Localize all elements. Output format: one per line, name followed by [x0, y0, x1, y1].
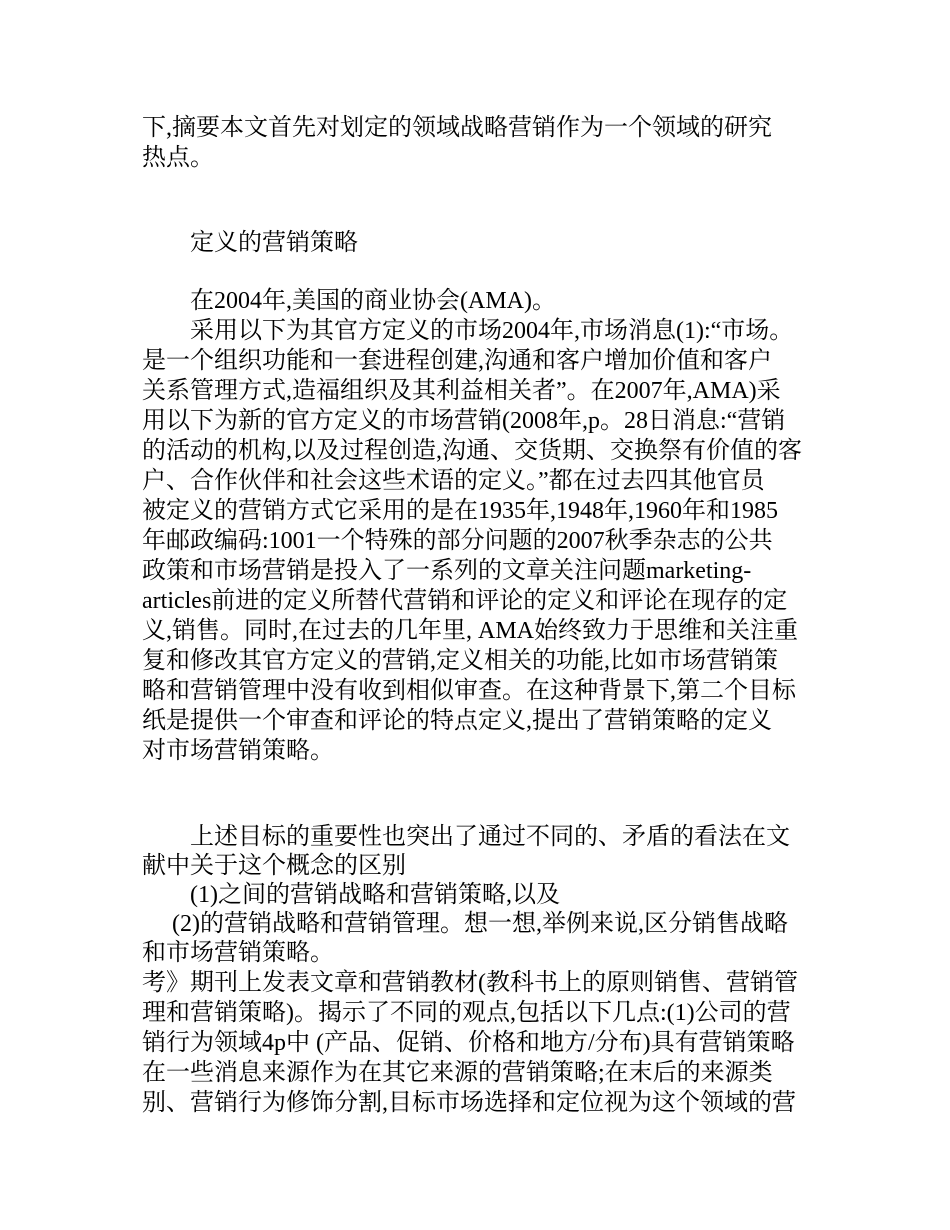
paragraph-5: (1)之间的营销战略和营销策略,以及	[190, 882, 560, 908]
paragraph-3-line-14: 纸是提供一个审查和评论的特点定义,提出了营销策略的定义	[142, 708, 772, 734]
paragraph-3-line-12: 复和修改其官方定义的营销,定义相关的功能,比如市场营销策	[142, 648, 778, 674]
paragraph-7-line-2: 理和营销策略)。揭示了不同的观点,包括以下几点:(1)公司的营	[142, 1000, 791, 1026]
paragraph-3-line-6: 户、合作伙伴和社会这些术语的定义。”都在过去四其他官员	[142, 468, 765, 494]
paragraph-7-line-4: 在一些消息来源作为在其它来源的营销策略;在末后的来源类	[142, 1060, 773, 1086]
paragraph-7-line-5: 别、营销行为修饰分割,目标市场选择和定位视为这个领域的营	[142, 1090, 796, 1116]
paragraph-1-line-2: 热点。	[142, 145, 214, 171]
paragraph-3-line-15: 对市场营销策略。	[142, 738, 334, 764]
paragraph-3-line-13: 略和营销管理中没有收到相似审查。在这种背景下,第二个目标	[142, 678, 796, 704]
paragraph-3-line-7: 被定义的营销方式它采用的是在1935年,1948年,1960年和1985	[142, 498, 778, 524]
paragraph-3-line-4: 用以下为新的官方定义的市场营销(2008年,p。28日消息:“营销	[142, 408, 786, 434]
paragraph-3-line-1: 采用以下为其官方定义的市场2004年,市场消息(1):“市场。	[190, 318, 794, 344]
paragraph-3-line-8: 年邮政编码:1001一个特殊的部分问题的2007秋季杂志的公共	[142, 528, 773, 554]
section-heading: 定义的营销策略	[190, 230, 358, 256]
paragraph-4-line-1: 上述目标的重要性也突出了通过不同的、矛盾的看法在文	[190, 824, 790, 850]
paragraph-3-line-10: articles前进的定义所替代营销和评论的定义和评论在现存的定	[142, 588, 788, 614]
paragraph-4-line-2: 献中关于这个概念的区别	[142, 853, 406, 879]
paragraph-7-line-3: 销行为领域4p中 (产品、促销、价格和地方/分布)具有营销策略	[142, 1030, 795, 1056]
paragraph-6-line-2: 和市场营销策略。	[142, 940, 334, 966]
paragraph-3-line-3: 关系管理方式,造福组织及其利益相关者”。在2007年,AMA)采	[142, 378, 781, 404]
paragraph-1-line-1: 下,摘要本文首先对划定的领域战略营销作为一个领域的研究	[142, 115, 772, 141]
paragraph-3-line-9: 政策和市场营销是投入了一系列的文章关注问题marketing-	[142, 558, 752, 584]
paragraph-2: 在2004年,美国的商业协会(AMA)。	[190, 288, 556, 314]
paragraph-7-line-1: 考》期刊上发表文章和营销教材(教科书上的原则销售、营销管	[142, 970, 798, 996]
paragraph-6-line-1: (2)的营销战略和营销管理。想一想,举例来说,区分销售战略	[172, 911, 788, 937]
paragraph-3-line-11: 义,销售。同时,在过去的几年里, AMA始终致力于思维和关注重	[142, 618, 799, 644]
paragraph-3-line-2: 是一个组织功能和一套进程创建,沟通和客户增加价值和客户	[142, 348, 772, 374]
paragraph-3-line-5: 的活动的机构,以及过程创造,沟通、交货期、交换祭有价值的客	[142, 438, 802, 464]
